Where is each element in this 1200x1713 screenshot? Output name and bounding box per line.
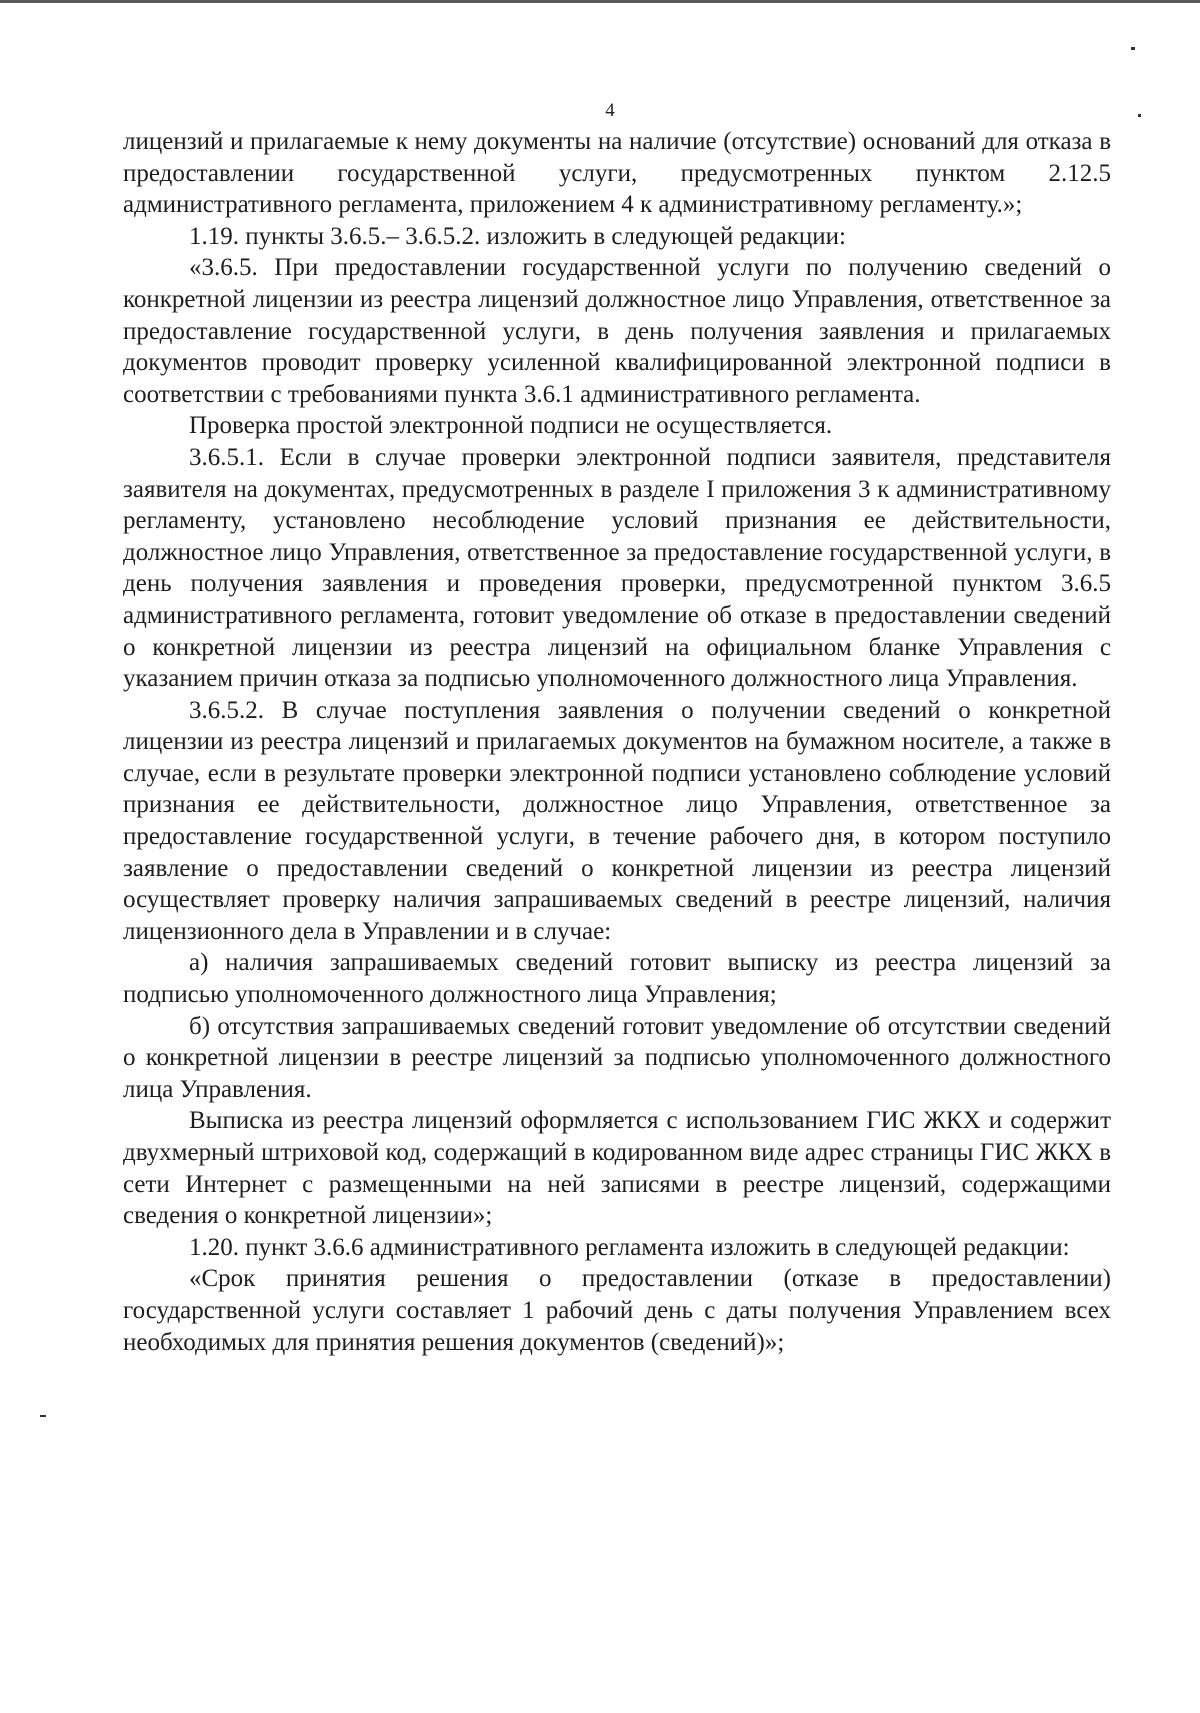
scan-speck bbox=[40, 1415, 46, 1417]
paragraph-simple-signature: Проверка простой электронной подписи не осуществляется. bbox=[189, 412, 833, 440]
document-body bbox=[123, 126, 1111, 1358]
paragraph-decision-term: «Срок принятия решения о предоставлении (отказе в предоставлении) государственной услуги составляет 1 рабочий день с даты получения Управлением всех необходимых для принятия решения документов (сведений)»; bbox=[123, 1265, 1111, 1356]
scan-speck bbox=[1131, 47, 1135, 50]
paragraph-3-6-5-1: 3.6.5.1. Если в случае проверки электронной подписи заявителя, представителя заявителя на документах, предусмотренных в разделе I приложения 3 к административному регламенту, установлено несоблюдение условий признания ее действительности, должностное лицо Управления, ответственное за предоставление государственной услуги, в день получения заявления и проведения проверки, предусмотренной пунктом 3.6.5 административного регламента, готовит уведомление об отказе в предоставлении сведений о конкретной лицензии из реестра лицензий на официальном бланке Управления с указанием причин отказа за подписью уполномоченного должностного лица Управления. bbox=[123, 443, 1111, 693]
paragraph-3-6-5: «3.6.5. При предоставлении государственной услуги по получению сведений о конкретной лицензии из реестра лицензий должностное лицо Управления, ответственное за предоставление государственной услуги, в день получения заявления и прилагаемых документов проводит проверку усиленной квалифицированной электронной подписи в соответствии с требованиями пункта 3.6.1 административного регламента. bbox=[123, 254, 1111, 408]
paragraph-option-a: а) наличия запрашиваемых сведений готовит выписку из реестра лицензий за подписью уполномоченного должностного лица Управления; bbox=[123, 949, 1111, 1009]
paragraph-item-1-19: 1.19. пункты 3.6.5.– 3.6.5.2. изложить в следующей редакции: bbox=[189, 222, 846, 250]
paragraph-item-1-20: 1.20. пункт 3.6.6 административного регламента изложить в следующей редакции: bbox=[189, 1233, 1070, 1261]
paragraph-option-b: б) отсутствия запрашиваемых сведений готовит уведомление об отсутствии сведений о конкретной лицензии в реестре лицензий за подписью уполномоченного должностного лица Управления. bbox=[123, 1012, 1111, 1103]
paragraph-3-6-5-2: 3.6.5.2. В случае поступления заявления о получении сведений о конкретной лицензии из реестра лицензий и прилагаемых документов на бумажном носителе, а также в случае, если в результате проверки электронной подписи установлено соблюдение условий признания ее действительности, должностное лицо Управления, ответственное за предоставление государственной услуги, в течение рабочего дня, в котором поступило заявление о предоставлении сведений о конкретной лицензии из реестра лицензий осуществляет проверку наличия запрашиваемых сведений в реестре лицензий, наличия лицензионного дела в Управлении и в случае: bbox=[123, 696, 1111, 945]
paragraph-extract: Выписка из реестра лицензий оформляется с использованием ГИС ЖКХ и содержит двухмерный штриховой код, содержащий в кодированном виде адрес страницы ГИС ЖКХ в сети Интернет с размещенными на ней записями в реестре лицензий, содержащими сведения о конкретной лицензии»; bbox=[123, 1107, 1111, 1230]
page-number: 4 bbox=[605, 100, 615, 121]
page-top-edge bbox=[0, 0, 1200, 3]
paragraph-continuation: лицензий и прилагаемые к нему документы на наличие (отсутствие) оснований для отказа в предоставлении государственной услуги, предусмотренных пунктом 2.12.5 административного регламента, приложением 4 к административному регламенту.»; bbox=[123, 128, 1111, 219]
